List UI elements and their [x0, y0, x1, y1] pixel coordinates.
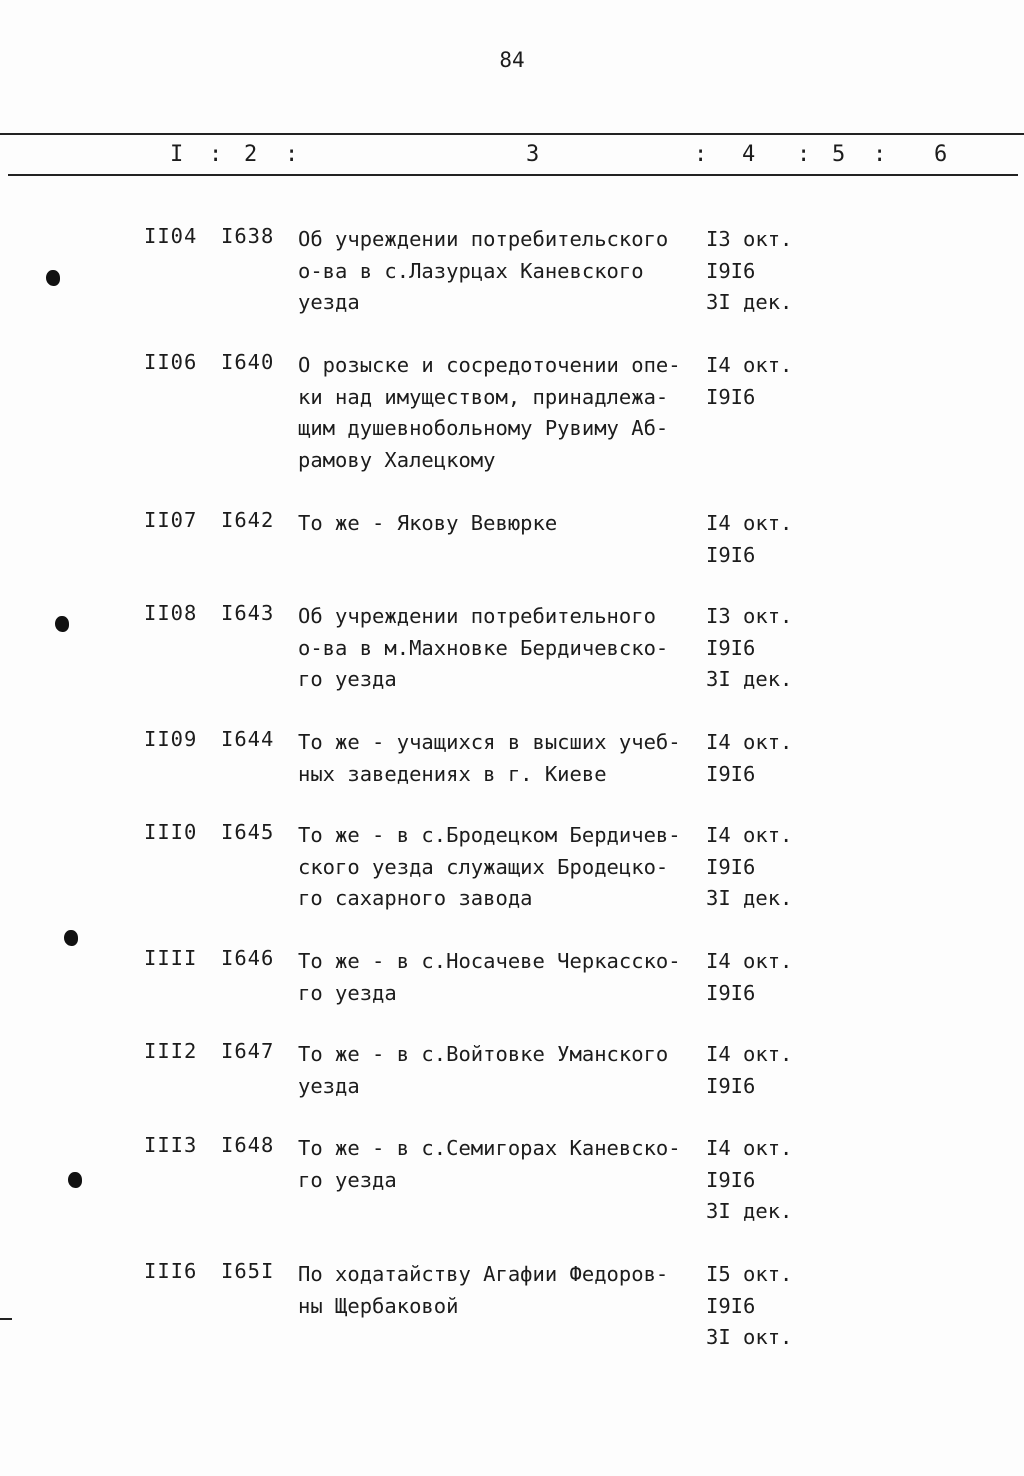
entry-title-line: То же - в с.Войтовке Уманского	[298, 1042, 669, 1066]
entry-date-line: 3I дек.	[706, 886, 793, 910]
entry-title-line: щим душевнобольному Рувиму Аб-	[298, 416, 669, 440]
entry-date-line: I9I6	[706, 384, 756, 409]
header-col-5: 5	[832, 142, 846, 167]
entry-title	[298, 224, 702, 319]
entry-title-line: О розыске и сосредоточении опе-	[298, 353, 681, 377]
entry-title	[298, 508, 702, 540]
entry-title	[298, 727, 702, 790]
entry-date-line: I9I6	[706, 854, 756, 879]
margin-mark	[0, 1318, 12, 1320]
header-col-4: 4	[742, 142, 756, 167]
entry-number: III3	[144, 1133, 198, 1157]
entry-title	[298, 1039, 702, 1102]
entry-title-line: То же - Якову Вевюрке	[298, 511, 558, 535]
entry-number: II07	[144, 508, 198, 532]
entry-title-line: рамову Халецкому	[298, 447, 496, 472]
entry-number: II06	[144, 350, 198, 374]
entry-date-line: I4 окт.	[706, 511, 793, 535]
entry-date-line: 3I дек.	[706, 290, 793, 314]
entry-title-line: ского уезда служащих Бродецко-	[298, 854, 669, 879]
entry-old-number: I647	[221, 1039, 275, 1063]
entry-dates	[706, 946, 816, 1009]
header-col-3: 3	[526, 142, 540, 167]
entry-old-number: I65I	[221, 1259, 275, 1283]
entry-date-line: I9I6	[706, 542, 756, 567]
header-col-1: I	[170, 142, 184, 167]
entry-title-line: Об учреждении потребительного	[298, 604, 656, 628]
binding-hole-mark	[55, 616, 69, 632]
header-separator: :	[209, 142, 223, 167]
header-col-2: 2	[244, 142, 258, 167]
entry-old-number: I648	[221, 1133, 275, 1157]
entry-title-line: о-ва в с.Лазурцах Каневского	[298, 258, 644, 283]
entry-dates	[706, 1133, 816, 1228]
entry-title	[298, 946, 702, 1009]
header-bottom-rule	[8, 174, 1018, 176]
entry-dates	[706, 1259, 816, 1354]
entry-title	[298, 1259, 702, 1322]
entry-title-line: То же - в с.Носачеве Черкасско-	[298, 949, 681, 973]
entry-date-line: I9I6	[706, 635, 756, 660]
entry-date-line: I9I6	[706, 980, 756, 1005]
entry-dates	[706, 820, 816, 915]
entry-old-number: I644	[221, 727, 275, 751]
entry-date-line: I9I6	[706, 1293, 756, 1318]
header-top-rule	[0, 133, 1024, 135]
binding-hole-mark	[68, 1172, 82, 1188]
entry-dates	[706, 727, 816, 790]
entry-date-line: I3 окт.	[706, 227, 793, 251]
header-separator: :	[285, 142, 299, 167]
entry-number: II04	[144, 224, 198, 248]
entry-old-number: I642	[221, 508, 275, 532]
binding-hole-mark	[46, 270, 60, 286]
entry-date-line: I9I6	[706, 1167, 756, 1192]
entry-old-number: I640	[221, 350, 275, 374]
entry-old-number: I638	[221, 224, 275, 248]
entry-title-line: По ходатайству Агафии Федоров-	[298, 1262, 669, 1286]
entry-date-line: I4 окт.	[706, 1042, 793, 1066]
header-separator: :	[694, 142, 708, 167]
entry-title-line: То же - учащихся в высших учеб-	[298, 730, 681, 754]
entry-title	[298, 350, 702, 476]
entry-title	[298, 601, 702, 696]
entry-title-line: То же - в с.Семигорах Каневско-	[298, 1136, 681, 1160]
header-separator: :	[873, 142, 887, 167]
page-number: 84	[499, 48, 525, 72]
entry-title-line: ны Щербаковой	[298, 1293, 459, 1318]
entry-date-line: I3 окт.	[706, 604, 793, 628]
entry-title-line: Об учреждении потребительского	[298, 227, 669, 251]
entry-old-number: I646	[221, 946, 275, 970]
entry-number: IIII	[144, 946, 198, 970]
entry-date-line: I9I6	[706, 258, 756, 283]
entry-dates	[706, 508, 816, 571]
entry-dates	[706, 224, 816, 319]
entry-title-line: го уезда	[298, 980, 397, 1005]
entry-date-line: I4 окт.	[706, 353, 793, 377]
entry-title-line: го сахарного завода	[298, 886, 533, 910]
entry-title-line: го уезда	[298, 1167, 397, 1192]
entry-date-line: I9I6	[706, 761, 756, 786]
entry-date-line: I4 окт.	[706, 730, 793, 754]
entry-title-line: уезда	[298, 290, 360, 314]
entry-number: II08	[144, 601, 198, 625]
binding-hole-mark	[64, 930, 78, 946]
entry-title-line: ных заведениях в г. Киеве	[298, 761, 607, 786]
entry-title	[298, 820, 702, 915]
entry-old-number: I645	[221, 820, 275, 844]
entry-dates	[706, 601, 816, 696]
entry-date-line: 3I дек.	[706, 1199, 793, 1223]
entry-title	[298, 1133, 702, 1196]
entry-date-line: I4 окт.	[706, 823, 793, 847]
entry-date-line: I9I6	[706, 1073, 756, 1098]
entry-title-line: о-ва в м.Махновке Бердичевско-	[298, 635, 669, 660]
entry-title-line: ки над имуществом, принадлежа-	[298, 384, 669, 409]
header-col-6: 6	[934, 142, 948, 167]
entry-number: III2	[144, 1039, 198, 1063]
entry-date-line: 3I дек.	[706, 667, 793, 691]
entry-old-number: I643	[221, 601, 275, 625]
entry-number: III6	[144, 1259, 198, 1283]
entry-dates	[706, 1039, 816, 1102]
entry-number: II09	[144, 727, 198, 751]
entry-date-line: I5 окт.	[706, 1262, 793, 1286]
entry-title-line: уезда	[298, 1073, 360, 1098]
entry-date-line: I4 окт.	[706, 1136, 793, 1160]
header-separator: :	[797, 142, 811, 167]
entry-dates	[706, 350, 816, 413]
entry-title-line: го уезда	[298, 667, 397, 691]
entry-number: III0	[144, 820, 198, 844]
entry-date-line: I4 окт.	[706, 949, 793, 973]
entry-title-line: То же - в с.Бродецком Бердичев-	[298, 823, 681, 847]
entry-date-line: 3I окт.	[706, 1325, 793, 1349]
